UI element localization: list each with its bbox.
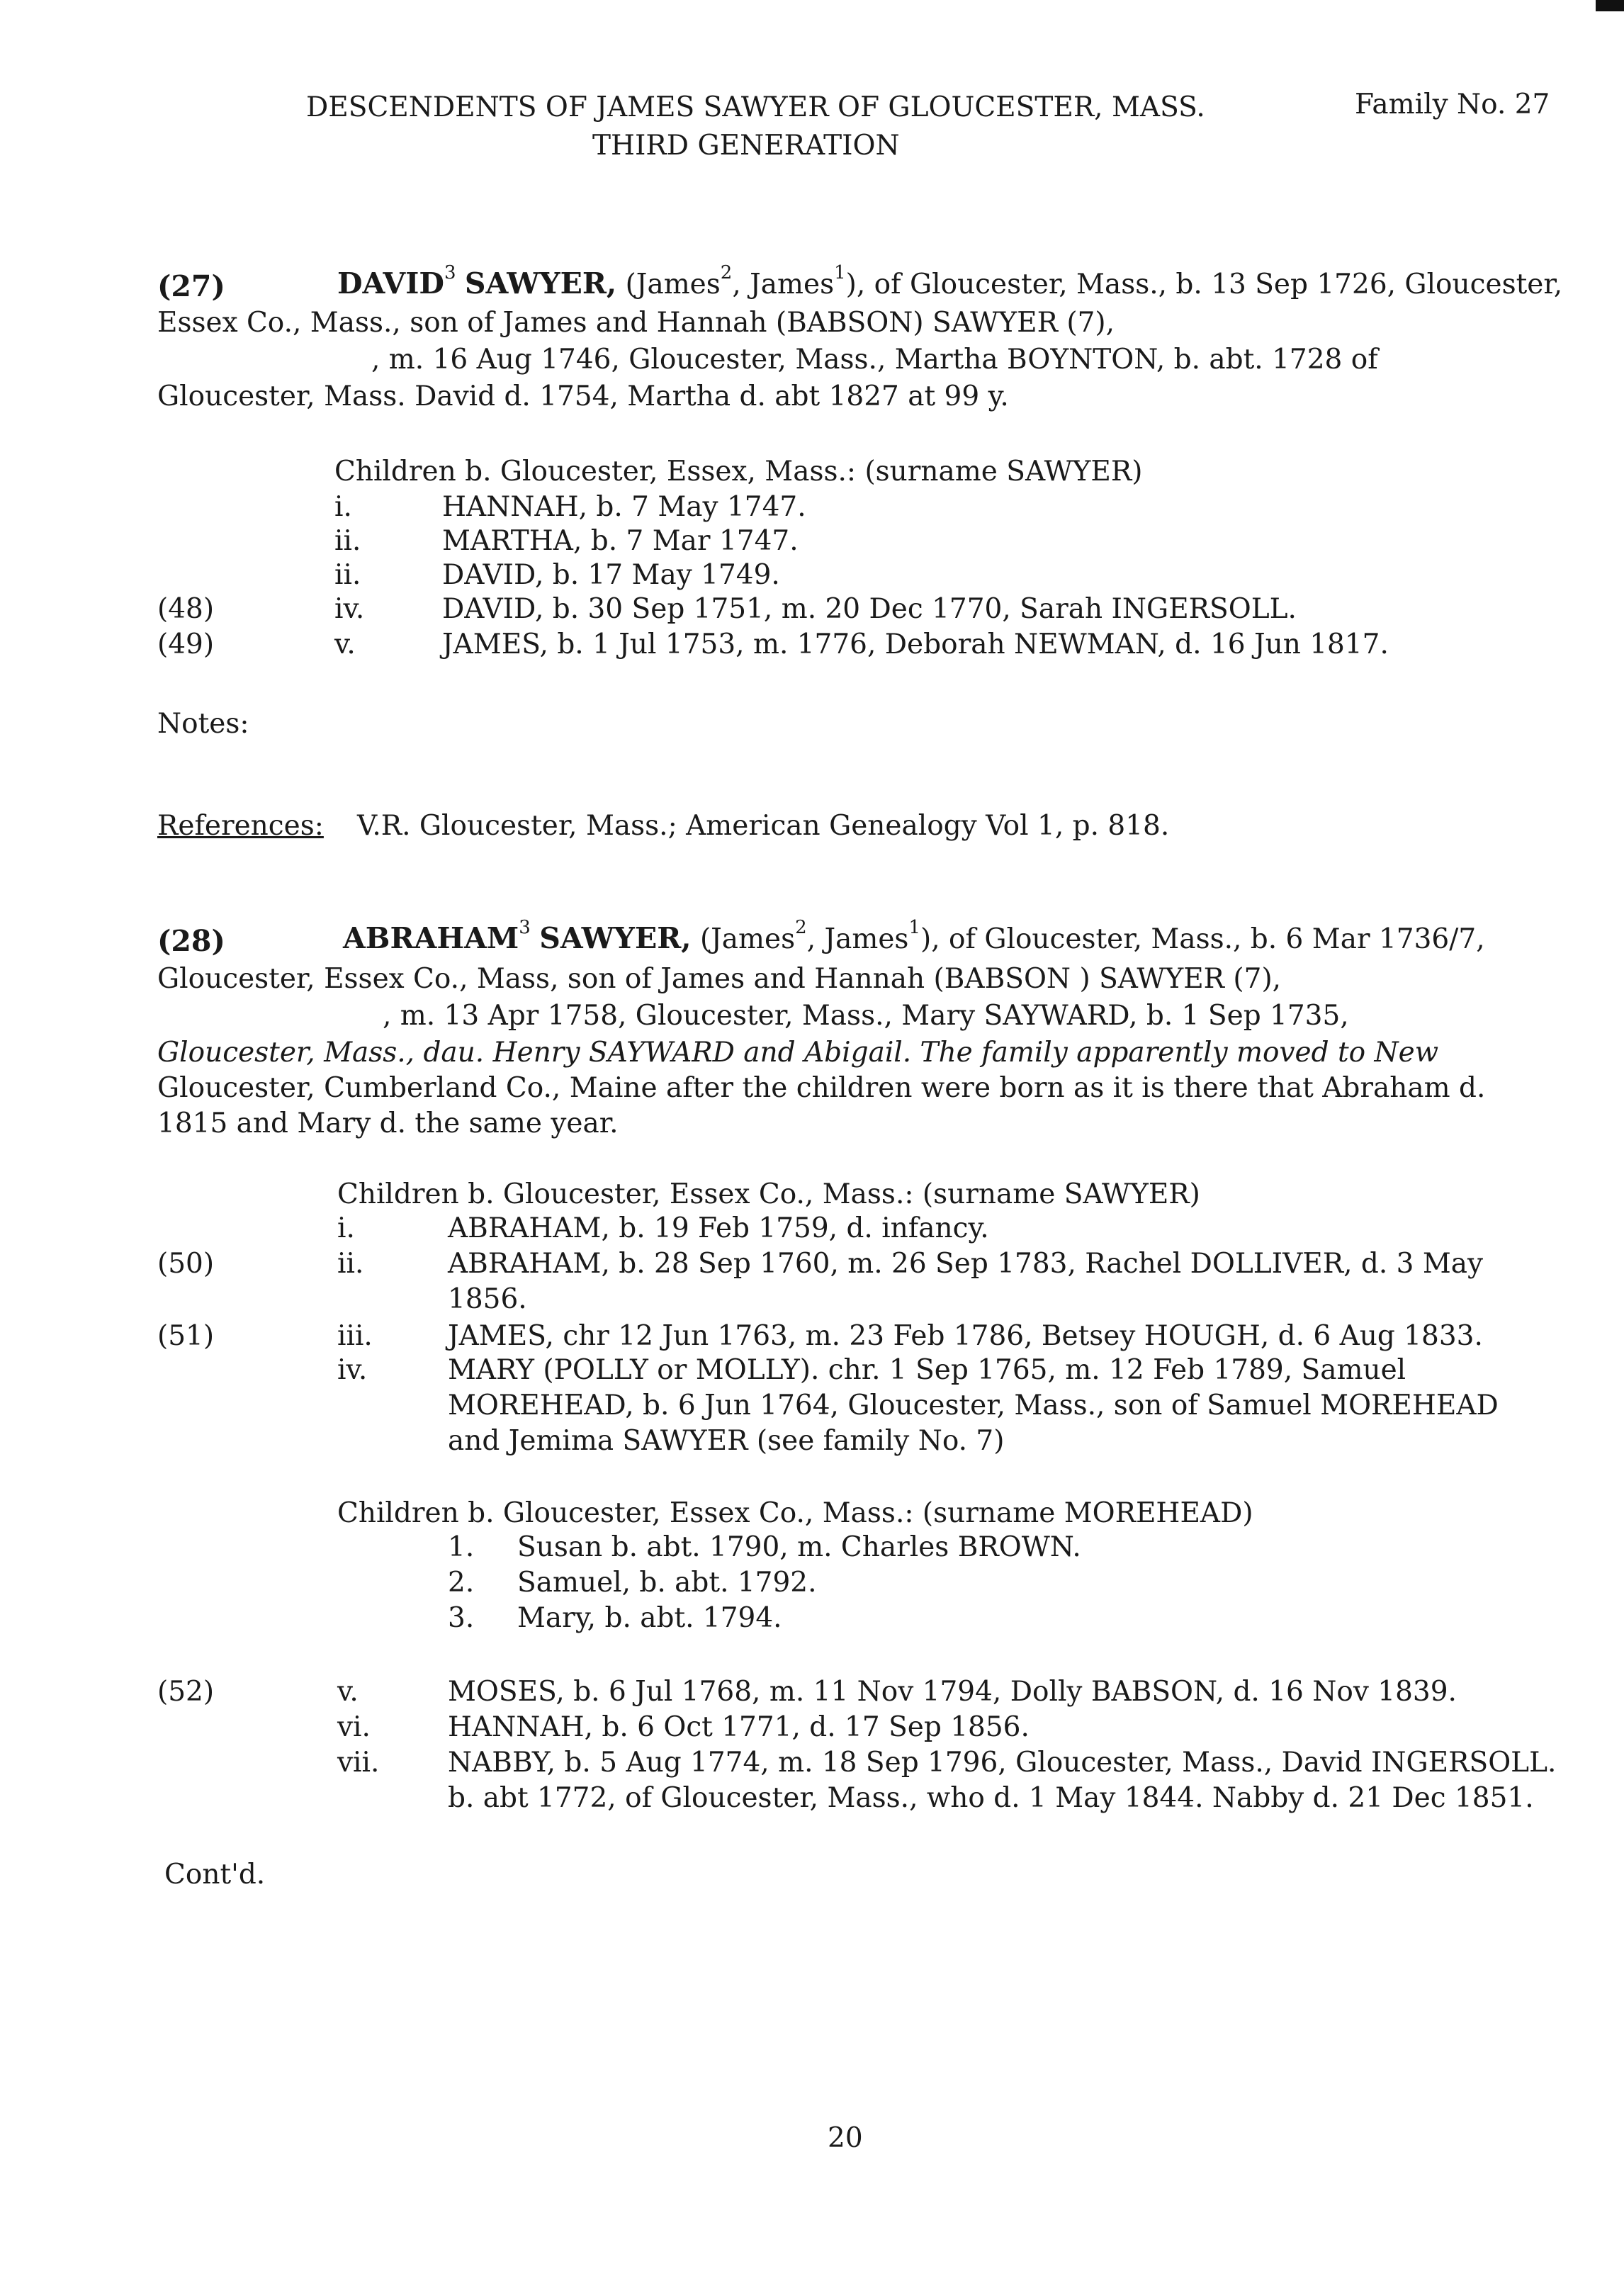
child-numeral: iii.	[337, 1320, 373, 1352]
child-numeral: ii.	[334, 525, 361, 557]
child-text: ABRAHAM, b. 28 Sep 1760, m. 26 Sep 1783, Rachel DOLLIVER, d. 3 May	[448, 1248, 1484, 1280]
family-28-line-4: Gloucester, Mass., dau. Henry SAYWARD and Abigail. The family apparently moved to New	[157, 1037, 1439, 1069]
family-27-notes-label: Notes:	[157, 708, 249, 740]
child-text: MARTHA, b. 7 Mar 1747.	[442, 525, 799, 557]
family-28-number: (28)	[157, 924, 225, 958]
family-28-surname: SAWYER,	[539, 921, 692, 955]
grandchild-number: 3.	[448, 1602, 475, 1634]
page-subtitle: THIRD GENERATION	[592, 130, 900, 162]
family-27-ancestry-rest: ), of Gloucester, Mass., b. 13 Sep 1726, Gloucester,	[845, 269, 1563, 300]
family-28-name-sup: 3	[519, 917, 531, 939]
family-28-ancestry-a-sup: 2	[795, 917, 807, 939]
child-text-continued: b. abt 1772, of Gloucester, Mass., who d. 1 May 1844. Nabby d. 21 Dec 1851.	[448, 1782, 1534, 1814]
child-numeral: iv.	[334, 593, 365, 625]
grandchild-number: 2.	[448, 1567, 475, 1599]
family-27-line-2: Essex Co., Mass., son of James and Hannah (BABSON) SAWYER (7),	[157, 307, 1115, 339]
child-text-continued: 1856.	[448, 1283, 527, 1315]
family-27-line-4: Gloucester, Mass. David d. 1754, Martha d. abt 1827 at 99 y.	[157, 381, 1009, 412]
child-numeral: ii.	[334, 559, 361, 591]
family-28-line-6: 1815 and Mary d. the same year.	[157, 1108, 619, 1139]
child-numeral: vi.	[337, 1711, 371, 1743]
grandchild-text: Mary, b. abt. 1794.	[517, 1602, 782, 1634]
family-27-ancestry-a: (James	[625, 269, 721, 300]
family-27-ancestry-b-sup: 1	[834, 262, 846, 284]
family-27-line-1	[337, 262, 1563, 300]
family-28-line-3: , m. 13 Apr 1758, Gloucester, Mass., Mary SAYWARD, b. 1 Sep 1735,	[383, 1000, 1349, 1032]
child-text: DAVID, b. 30 Sep 1751, m. 20 Dec 1770, Sarah INGERSOLL.	[442, 593, 1297, 625]
family-28-name: ABRAHAM	[343, 921, 519, 955]
family-27-surname: SAWYER,	[464, 266, 617, 300]
child-numeral: v.	[334, 629, 356, 660]
child-numeral: i.	[334, 491, 352, 523]
family-27-references-text: V.R. Gloucester, Mass.; American Genealogy Vol 1, p. 818.	[357, 810, 1170, 842]
child-text: MARY (POLLY or MOLLY). chr. 1 Sep 1765, m. 12 Feb 1789, Samuel	[448, 1354, 1406, 1386]
family-28-line-2: Gloucester, Essex Co., Mass, son of James and Hannah (BABSON ) SAWYER (7),	[157, 963, 1282, 995]
family-number: Family No. 27	[1355, 89, 1550, 120]
child-numeral: i.	[337, 1212, 355, 1244]
grandchild-number: 1.	[448, 1531, 475, 1563]
child-text: NABBY, b. 5 Aug 1774, m. 18 Sep 1796, Gloucester, Mass., David INGERSOLL.	[448, 1747, 1557, 1779]
family-28-children-heading: Children b. Gloucester, Essex Co., Mass.: (surname SAWYER)	[337, 1178, 1200, 1210]
child-ref: (52)	[157, 1676, 215, 1708]
grandchild-text: Susan b. abt. 1790, m. Charles BROWN.	[517, 1531, 1081, 1563]
child-text: HANNAH, b. 7 May 1747.	[442, 491, 806, 523]
child-text: MOSES, b. 6 Jul 1768, m. 11 Nov 1794, Dolly BABSON, d. 16 Nov 1839.	[448, 1676, 1457, 1708]
page-number: 20	[828, 2122, 863, 2154]
grandchild-text: Samuel, b. abt. 1792.	[517, 1567, 817, 1599]
child-ref: (50)	[157, 1248, 215, 1280]
child-numeral: v.	[337, 1676, 359, 1708]
family-27-number: (27)	[157, 269, 225, 303]
child-numeral: iv.	[337, 1354, 368, 1386]
family-27-name: DAVID	[337, 266, 444, 300]
family-28-ancestry-a: (James	[699, 923, 796, 955]
family-28-ancestry-rest: ), of Gloucester, Mass., b. 6 Mar 1736/7,	[920, 923, 1485, 955]
page-title: DESCENDENTS OF JAMES SAWYER OF GLOUCESTER, MASS.	[306, 91, 1205, 123]
child-text: HANNAH, b. 6 Oct 1771, d. 17 Sep 1856.	[448, 1711, 1030, 1743]
family-28-grandchildren-heading: Children b. Gloucester, Essex Co., Mass.: (surname MOREHEAD)	[337, 1497, 1253, 1529]
family-28-line-1	[343, 917, 1485, 955]
scan-corner-mark	[1596, 0, 1624, 11]
child-numeral: ii.	[337, 1248, 364, 1280]
family-28-ancestry-b-sup: 1	[908, 917, 920, 939]
child-text: DAVID, b. 17 May 1749.	[442, 559, 780, 591]
family-28-line-5: Gloucester, Cumberland Co., Maine after the children were born as it is there that Abraham d.	[157, 1072, 1486, 1104]
child-text: JAMES, b. 1 Jul 1753, m. 1776, Deborah NEWMAN, d. 16 Jun 1817.	[442, 629, 1389, 660]
child-text: JAMES, chr 12 Jun 1763, m. 23 Feb 1786, Betsey HOUGH, d. 6 Aug 1833.	[448, 1320, 1483, 1352]
contd-label: Cont'd.	[164, 1859, 266, 1891]
child-text-continued: MOREHEAD, b. 6 Jun 1764, Gloucester, Mass., son of Samuel MOREHEAD	[448, 1390, 1499, 1421]
child-ref: (48)	[157, 593, 215, 625]
family-27-name-sup: 3	[444, 262, 456, 284]
child-text: ABRAHAM, b. 19 Feb 1759, d. infancy.	[448, 1212, 989, 1244]
child-numeral: vii.	[337, 1747, 380, 1779]
family-27-children-heading: Children b. Gloucester, Essex, Mass.: (surname SAWYER)	[334, 456, 1143, 488]
family-27-ancestry-a-sup: 2	[720, 262, 733, 284]
child-ref: (49)	[157, 629, 215, 660]
family-27-ancestry-b: , James	[732, 269, 835, 300]
child-text-continued: and Jemima SAWYER (see family No. 7)	[448, 1425, 1005, 1457]
child-ref: (51)	[157, 1320, 215, 1352]
family-27-line-3: , m. 16 Aug 1746, Gloucester, Mass., Martha BOYNTON, b. abt. 1728 of	[371, 344, 1378, 376]
family-27-references-label: References:	[157, 810, 324, 842]
family-28-ancestry-b: , James	[806, 923, 909, 955]
